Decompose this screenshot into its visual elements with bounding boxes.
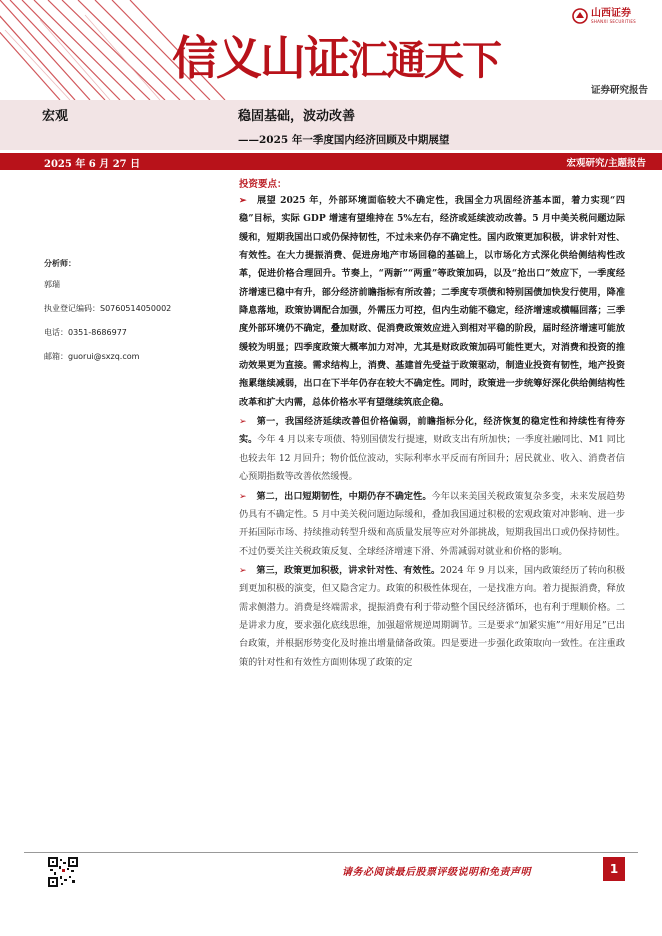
analyst-info [44,258,171,375]
logo-en: SHANXI SECURITIES [591,19,637,24]
paragraph-1-text: 展望 2025 年，外部环境面临较大不确定性，我国全力巩固经济基本面，着力实现“四稳”目标，实际 GDP 增速有望维持在 5%左右，经济或延续波动改善。5 月中美关税问题边际缓和，短期我国出口或仍保持韧性，不过未来仍存不确定性。国内政策更加积极，讲求针对性、有效性。在大力提振消费、促进房地产市场回稳的基础上，以市场化方式深化供给侧结构性改革，促进价格合理回升。节奏上，“两新”“两重”等政策加码，以及“抢出口”效应下，一季度经济增速已稳中有升，部分经济前瞻指标有所改善；二季度专项债和特别国债加快发行使用，降准降息落地，政策协调配合加强，外需压力可控，但内生动能不稳定，经济增速或横幅回落；三季度外部环境仍不确定，叠加财政、促消费政策效应进入到相对平稳的阶段，届时经济增速可能放缓较为明显；四季度政策大概率加力对冲，尤其是财政政策加码可能性更大，对消费和投资的推动效果更为直接。需求结构上，消费、基建首先受益于政策驱动，制造业投资有韧性，地产投资拖累继续减弱，出口在下半年仍存在较大不确定性。同时，政策进一步统筹好深化供给侧结构性改革和扩大内需，总体价格水平有望继续筑底企稳。 [239,195,625,408]
slogan-part2: 汇通天下 [348,37,500,84]
header-band [0,0,662,100]
category-label: 宏观 [42,109,69,124]
analyst-phone: 电话：0351-8686977 [44,328,127,337]
paragraph-3 [239,488,625,561]
slogan-part1: 信义山证 [172,31,348,85]
key-points-title: 投资要点： [239,179,287,190]
logo-mark-icon [572,8,588,24]
company-logo [572,8,636,24]
analyst-label: 分析师： [44,259,76,268]
analyst-name: 郭瑞 [44,280,60,289]
main-content [239,176,625,672]
disclaimer-text: 请务必阅读最后股票评级说明和免责声明 [342,867,531,878]
paragraph-4-body: 2024 年 9 月以来，国内政策经历了转向积极到更加积极的演变，但又隐含定力。政策的积极性体现在，一是找准方向。着力提振消费，释放需求侧潜力。消费是终端需求，提振消费有利于带动整个国民经济循环，也有利于理顺价格。二是讲求力度，要求强化底线思维，加强超常规逆周期调节。三是要求“加紧实施”“用好用足”已出台政策，并根据形势变化及时推出增量储备政策。四是要进一步强化政策取向一致性。在注重政策的针对性和有效性方面则体现了政策的定 [239,565,626,668]
report-date: 2025 年 6 月 27 日 [44,159,141,170]
paragraph-2 [239,413,625,486]
analyst-license: 执业登记编码：S0760514050002 [44,304,172,313]
paragraph-4-lead: 第三，政策更加积极，讲求针对性、有效性。 [256,564,441,576]
sub-title: ——2025 年一季度国内经济回顾及中期展望 [238,134,450,146]
footer-divider [24,852,638,853]
report-type: 证券研究报告 [590,85,648,96]
arrow-bullet-icon: ➢ [239,565,247,576]
arrow-bullet-icon: ➢ [239,417,247,428]
paragraph-2-lead: 第一，我国经济延续改善但价格偏弱，前瞻指标分化，经济恢复的稳定性和持续性有待夯实。 [239,416,625,446]
paragraph-3-lead: 第二，出口短期韧性，中期仍存不确定性。 [256,490,432,502]
page-number: 1 [603,857,625,881]
logo-cn: 山西证券 [591,8,631,19]
report-kind: 宏观研究/主题报告 [566,158,646,169]
paragraph-1 [239,192,625,412]
qr-code-icon [48,857,78,887]
arrow-bullet-icon: ➢ [239,195,247,206]
main-title: 稳固基础，波动改善 [238,109,356,124]
slogan-calligraphy [172,22,500,88]
analyst-email[interactable]: 邮箱：guorui@sxzq.com [44,352,140,361]
paragraph-3-body: 今年以来美国关税政策复杂多变，未来发展趋势仍具有不确定性。5 月中美关税问题边际缓和，叠加我国通过积极的宏观政策对冲影响、进一步开拓国际市场、持续推动转型升级和高质量发展等应对外部挑战，短期我国出口或仍保持韧性。不过仍要关注关税政策反复、全球经济增速下滑、外需减弱对就业和价格的影响。 [239,491,626,557]
paragraph-4 [239,562,625,672]
arrow-bullet-icon: ➢ [239,491,247,502]
paragraph-2-body: 今年 4 月以来专项债、特别国债发行提速，财政支出有所加快；一季度社融同比、M1 同比也较去年 12 月回升；物价低位波动，实际利率水平反而有所回升；居民就业、收入、消费者信心预期指数等改善依然缓慢。 [239,435,626,483]
